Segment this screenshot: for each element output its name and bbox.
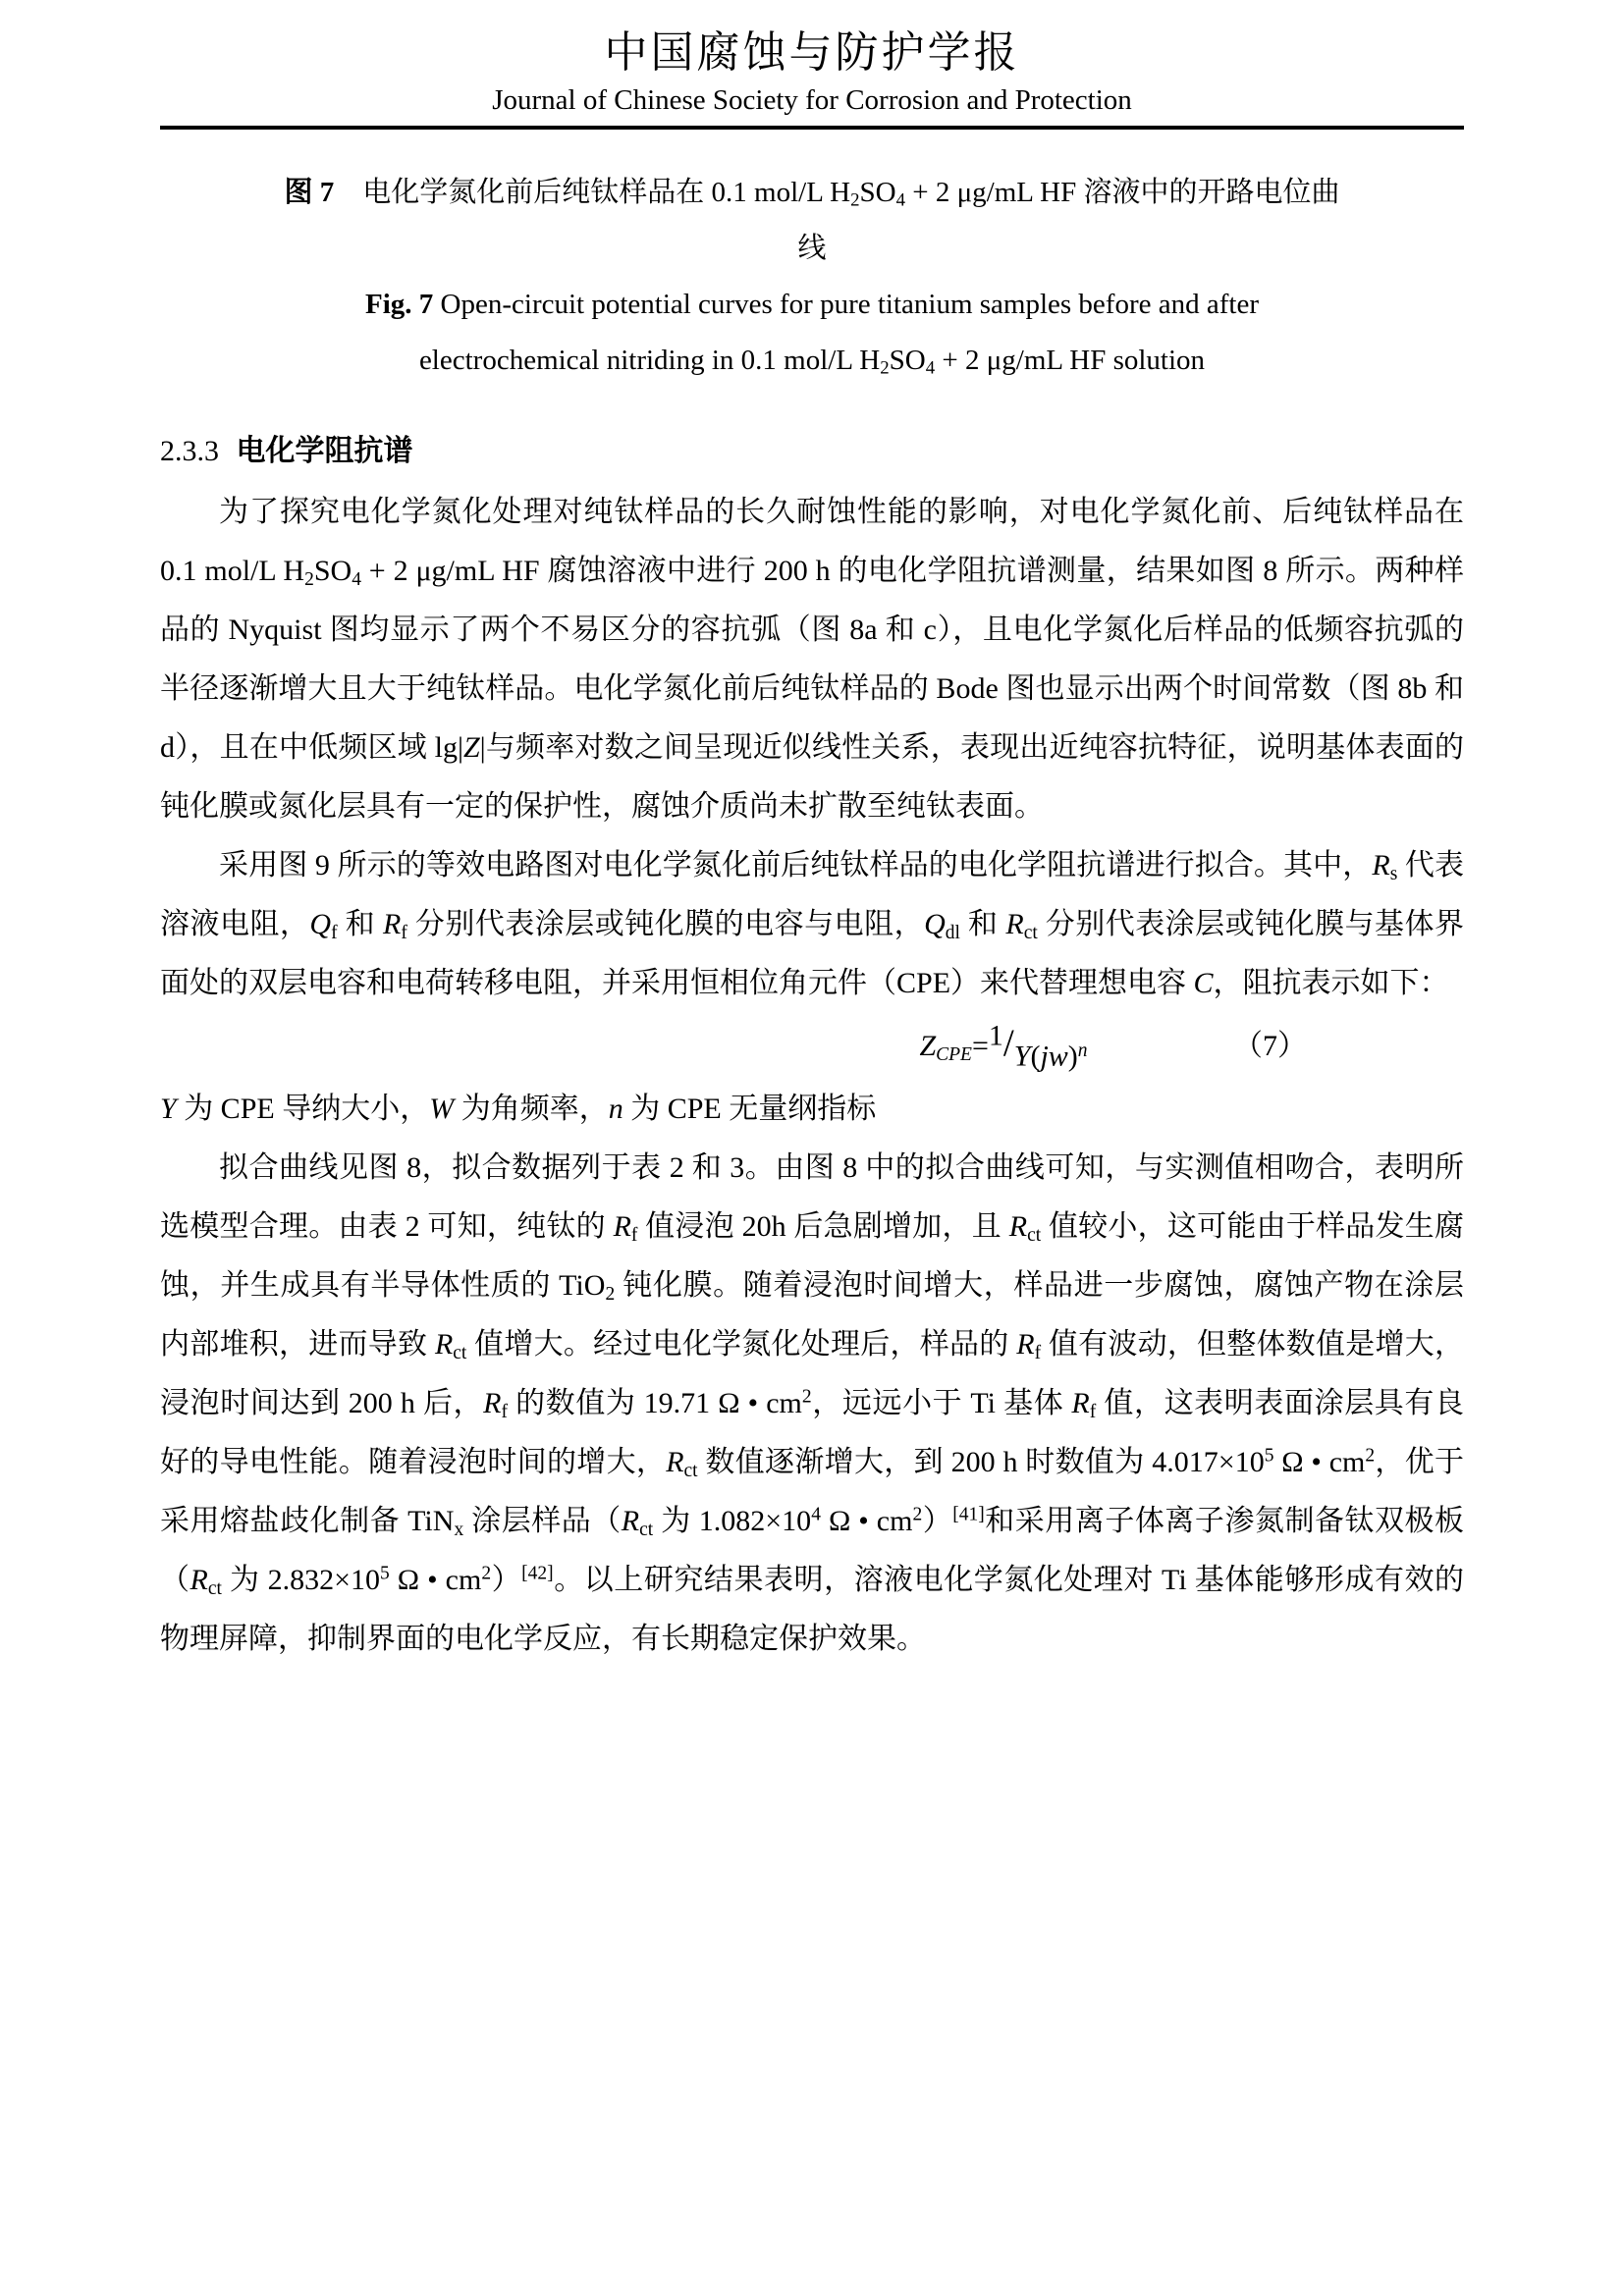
journal-title-en: Journal of Chinese Society for Corrosion and Protection <box>492 84 1132 116</box>
section-number: 2.3.3 <box>160 435 219 467</box>
journal-header <box>160 26 1464 130</box>
equation-7-row <box>160 1017 1464 1076</box>
journal-title-zh: 中国腐蚀与防护学报 <box>604 28 1020 77</box>
paragraph-impedance-measurement: 为了探究电化学氮化处理对纯钛样品的长久耐蚀性能的影响，对电化学氮化前、后纯钛样品在 0.1 mol/L H2SO4 + 2 μg/mL HF 腐蚀溶液中进行 200 h 的电化学阻抗谱测量，结果如图 8 所示。两种样品的 Nyquist 图均显示了两个不易区分的容抗弧（图 8a 和 c），且电化学氮化后样品的低频容抗弧的半径逐渐增大且大于纯钛样品。电化学氮化前后纯钛样品的 Bode 图也显示出两个时间常数（图 8b 和 d），且在中低频区域 lg|Z|与频率对数之间呈现近似线性关系，表现出近纯容抗特征，说明基体表面的钝化膜或氮化层具有一定的保护性，腐蚀介质尚未扩散至纯钛表面。 <box>160 496 1465 823</box>
body-text <box>160 483 1464 1669</box>
paragraph-cpe-variables: Y 为 CPE 导纳大小，W 为角频率，n 为 CPE 无量纲指标 <box>160 1093 877 1125</box>
paragraph-equivalent-circuit: 采用图 9 所示的等效电路图对电化学氮化前后纯钛样品的电化学阻抗谱进行拟合。其中，Rs 代表溶液电阻，Qf 和 Rf 分别代表涂层或钝化膜的电容与电阻，Qdl 和 Rct 分别代表涂层或钝化膜与基体界面处的双层电容和电荷转移电阻，并采用恒相位角元件（CPE）来代替理想电容 C，阻抗表示如下： <box>160 849 1465 999</box>
equation-7-expression: ZCPE=1/Y(jw)n <box>919 1019 1088 1073</box>
section-title: 电化学阻抗谱 <box>236 435 413 467</box>
figure7-caption-en-line1: Fig. 7 Open-circuit potential curves for pure titanium samples before and after <box>365 289 1259 320</box>
figure7-caption <box>160 165 1464 389</box>
figure7-caption-zh-line1: 图 7 电化学氮化前后纯钛样品在 0.1 mol/L H2SO4 + 2 μg/mL HF 溶液中的开路电位曲 <box>284 177 1340 211</box>
paragraph-fitting-results: 拟合曲线见图 8，拟合数据列于表 2 和 3。由图 8 中的拟合曲线可知，与实测值相吻合，表明所选模型合理。由表 2 可知，纯钛的 Rf 值浸泡 20h 后急剧增加，且 Rct 值较小，这可能由于样品发生腐蚀，并生成具有半导体性质的 TiO2 钝化膜。随着浸泡时间增大，样品进一步腐蚀，腐蚀产物在涂层内部堆积，进而导致 Rct 值增大。经过电化学氮化处理后，样品的 Rf 值有波动，但整体数值是增大，浸泡时间达到 200 h 后，Rf 的数值为 19.71 Ω • $cm^2$，远远小于 Ti 基体 Rf 值，这表明表面涂层具有良好的导电性能。随着浸泡时间的增大，Rct 数值逐渐增大，到 200 h 时数值为 $4.017\times 10^5$ Ω • $cm^2$，优于采用熔盐歧化制备 TiNx 涂层样品（Rct 为 $1.082\times 10^4$ Ω • $cm^2)[41]$和采用离子体离子渗氮制备钛双极板（Rct 为 $2.832\times 10^5$ Ω • $cm^2)[42]$。以上研究结果表明，溶液电化学氮化处理对 Ti 基体能够形成有效的物理屏障，抑制界面的电化学反应，有长期稳定保护效果。 <box>160 1151 1465 1655</box>
equation-7-number: （7） <box>1233 1030 1307 1062</box>
page-body <box>160 165 1464 1669</box>
section-heading <box>160 432 1464 471</box>
figure7-caption-en-line2: electrochemical nitriding in 0.1 mol/L H2SO4 + 2 μg/mL HF solution <box>418 345 1206 379</box>
header-rule <box>160 126 1464 130</box>
figure7-caption-zh-line2: 线 <box>797 233 827 264</box>
